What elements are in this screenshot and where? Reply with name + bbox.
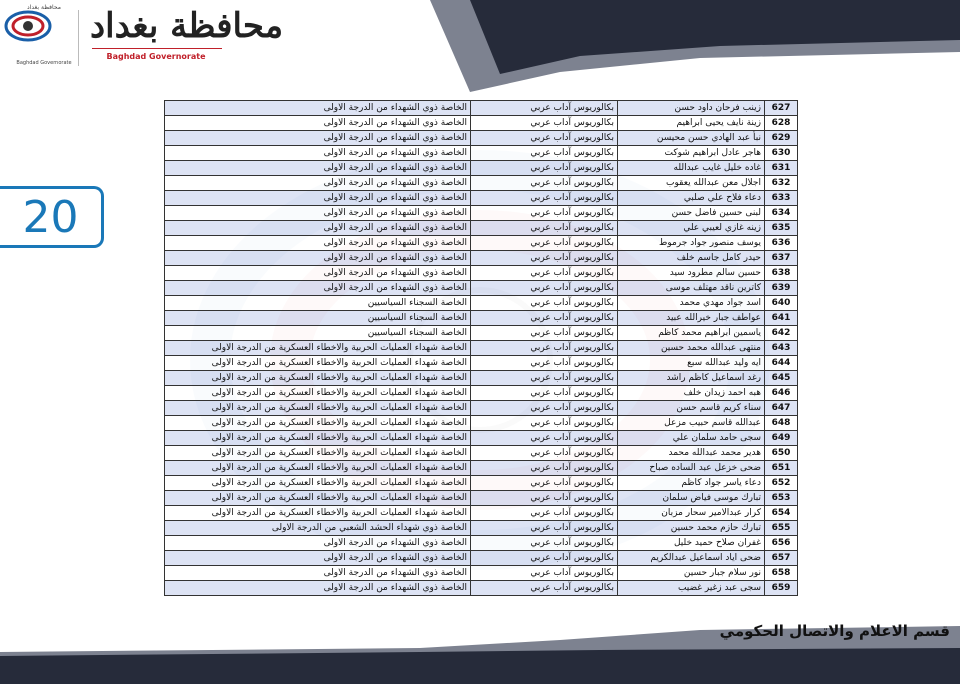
row-category: الخاصة السجناء السياسيين <box>165 296 471 311</box>
table-row <box>165 551 798 566</box>
row-category: الخاصة ذوي الشهداء من الدرجة الاولى <box>165 281 471 296</box>
table-row <box>165 221 798 236</box>
footer-decoration <box>0 600 960 684</box>
row-number: 642 <box>765 326 798 341</box>
row-category: الخاصة شهداء العمليات الحربية والاخطاء العسكرية من الدرجة الاولى <box>165 446 471 461</box>
row-number: 640 <box>765 296 798 311</box>
row-name: نور سلام جبار حسين <box>618 566 765 581</box>
table-row <box>165 476 798 491</box>
row-name: كاترين ناقد مهتلف موسى <box>618 281 765 296</box>
seal-top-text: محافظة بغداد <box>27 4 61 11</box>
row-category: الخاصة ذوي الشهداء من الدرجة الاولى <box>165 101 471 116</box>
row-degree: بكالوريوس آداب عربي <box>471 566 618 581</box>
row-category: الخاصة السجناء السياسيين <box>165 326 471 341</box>
row-name: عواطف جبار خيرالله عبيد <box>618 311 765 326</box>
row-category: الخاصة ذوي الشهداء من الدرجة الاولى <box>165 176 471 191</box>
row-category: الخاصة ذوي الشهداء من الدرجة الاولى <box>165 116 471 131</box>
row-degree: بكالوريوس آداب عربي <box>471 281 618 296</box>
table-row <box>165 281 798 296</box>
row-name: تبارك حازم محمد حسين <box>618 521 765 536</box>
row-number: 637 <box>765 251 798 266</box>
row-category: الخاصة ذوي الشهداء من الدرجة الاولى <box>165 266 471 281</box>
row-degree: بكالوريوس آداب عربي <box>471 446 618 461</box>
row-name: غاده خليل غايب عبدالله <box>618 161 765 176</box>
row-number: 650 <box>765 446 798 461</box>
table-row <box>165 581 798 596</box>
row-name: رغد اسماعيل كاظم راشد <box>618 371 765 386</box>
table-row <box>165 266 798 281</box>
row-name: منتهى عبدالله محمد حسين <box>618 341 765 356</box>
row-name: عبدالله قاسم حبيب مزعل <box>618 416 765 431</box>
row-degree: بكالوريوس آداب عربي <box>471 341 618 356</box>
row-category: الخاصة ذوي الشهداء من الدرجة الاولى <box>165 191 471 206</box>
row-category: الخاصة شهداء العمليات الحربية والاخطاء العسكرية من الدرجة الاولى <box>165 386 471 401</box>
row-degree: بكالوريوس آداب عربي <box>471 116 618 131</box>
row-degree: بكالوريوس آداب عربي <box>471 551 618 566</box>
row-number: 628 <box>765 116 798 131</box>
table-row <box>165 326 798 341</box>
table-row <box>165 161 798 176</box>
row-number: 633 <box>765 191 798 206</box>
row-name: دعاء ياسر جواد كاظم <box>618 476 765 491</box>
table-row <box>165 401 798 416</box>
table-row <box>165 446 798 461</box>
row-category: الخاصة ذوي الشهداء من الدرجة الاولى <box>165 206 471 221</box>
row-category: الخاصة ذوي الشهداء من الدرجة الاولى <box>165 221 471 236</box>
row-category: الخاصة ذوي الشهداء من الدرجة الاولى <box>165 536 471 551</box>
table-row <box>165 506 798 521</box>
row-degree: بكالوريوس آداب عربي <box>471 371 618 386</box>
table-row <box>165 416 798 431</box>
row-category: الخاصة شهداء العمليات الحربية والاخطاء العسكرية من الدرجة الاولى <box>165 341 471 356</box>
row-degree: بكالوريوس آداب عربي <box>471 521 618 536</box>
row-category: الخاصة شهداء العمليات الحربية والاخطاء العسكرية من الدرجة الاولى <box>165 401 471 416</box>
row-category: الخاصة شهداء العمليات الحربية والاخطاء العسكرية من الدرجة الاولى <box>165 371 471 386</box>
row-number: 656 <box>765 536 798 551</box>
governorate-logo-title: محافظة بغداد <box>90 6 284 46</box>
row-degree: بكالوريوس آداب عربي <box>471 266 618 281</box>
row-category: الخاصة شهداء العمليات الحربية والاخطاء العسكرية من الدرجة الاولى <box>165 461 471 476</box>
row-number: 643 <box>765 341 798 356</box>
row-name: هاجر عادل ابراهيم شوكت <box>618 146 765 161</box>
row-number: 636 <box>765 236 798 251</box>
row-name: تبارك موسى فياض سلمان <box>618 491 765 506</box>
row-category: الخاصة شهداء العمليات الحربية والاخطاء العسكرية من الدرجة الاولى <box>165 431 471 446</box>
row-number: 632 <box>765 176 798 191</box>
row-category: الخاصة ذوي الشهداء من الدرجة الاولى <box>165 131 471 146</box>
table-row <box>165 191 798 206</box>
row-name: ضحى خزعل عبد الساده صباح <box>618 461 765 476</box>
row-degree: بكالوريوس آداب عربي <box>471 326 618 341</box>
row-degree: بكالوريوس آداب عربي <box>471 401 618 416</box>
row-number: 627 <box>765 101 798 116</box>
row-number: 657 <box>765 551 798 566</box>
table-row <box>165 206 798 221</box>
row-category: الخاصة ذوي الشهداء من الدرجة الاولى <box>165 251 471 266</box>
row-degree: بكالوريوس آداب عربي <box>471 311 618 326</box>
row-degree: بكالوريوس آداب عربي <box>471 386 618 401</box>
row-degree: بكالوريوس آداب عربي <box>471 581 618 596</box>
seal-bottom-text: Baghdad Governorate <box>16 60 72 66</box>
table-row <box>165 251 798 266</box>
row-number: 654 <box>765 506 798 521</box>
row-name: اجلال معن عبدالله يعقوب <box>618 176 765 191</box>
table-row <box>165 356 798 371</box>
row-name: هدير محمد عبدالله محمد <box>618 446 765 461</box>
row-name: سناء كريم قاسم حسن <box>618 401 765 416</box>
row-degree: بكالوريوس آداب عربي <box>471 101 618 116</box>
row-name: ياسمين ابراهيم محمد كاظم <box>618 326 765 341</box>
row-category: الخاصة ذوي الشهداء من الدرجة الاولى <box>165 236 471 251</box>
table-row <box>165 131 798 146</box>
row-category: الخاصة شهداء العمليات الحربية والاخطاء العسكرية من الدرجة الاولى <box>165 491 471 506</box>
table-row <box>165 431 798 446</box>
row-degree: بكالوريوس آداب عربي <box>471 206 618 221</box>
row-number: 649 <box>765 431 798 446</box>
table-row <box>165 146 798 161</box>
table-row <box>165 101 798 116</box>
row-degree: بكالوريوس آداب عربي <box>471 146 618 161</box>
row-number: 644 <box>765 356 798 371</box>
row-number: 658 <box>765 566 798 581</box>
row-number: 638 <box>765 266 798 281</box>
row-number: 631 <box>765 161 798 176</box>
governorate-logo-subtitle: Baghdad Governorate <box>106 52 206 61</box>
row-degree: بكالوريوس آداب عربي <box>471 536 618 551</box>
row-degree: بكالوريوس آداب عربي <box>471 461 618 476</box>
row-number: 629 <box>765 131 798 146</box>
row-name: حيدر كامل جاسم خلف <box>618 251 765 266</box>
row-category: الخاصة ذوي شهداء الحشد الشعبي من الدرجة الاولى <box>165 521 471 536</box>
row-degree: بكالوريوس آداب عربي <box>471 191 618 206</box>
page-number-badge: 20 <box>0 186 104 248</box>
row-number: 635 <box>765 221 798 236</box>
row-number: 651 <box>765 461 798 476</box>
table-body <box>165 101 798 596</box>
row-category: الخاصة ذوي الشهداء من الدرجة الاولى <box>165 161 471 176</box>
row-degree: بكالوريوس آداب عربي <box>471 431 618 446</box>
logo-divider <box>78 10 79 66</box>
row-name: ايه وليد عبدالله سبع <box>618 356 765 371</box>
table-row <box>165 296 798 311</box>
row-number: 645 <box>765 371 798 386</box>
table-row <box>165 491 798 506</box>
row-category: الخاصة شهداء العمليات الحربية والاخطاء العسكرية من الدرجة الاولى <box>165 356 471 371</box>
row-name: سجى حامد سلمان علي <box>618 431 765 446</box>
row-number: 634 <box>765 206 798 221</box>
row-category: الخاصة شهداء العمليات الحربية والاخطاء العسكرية من الدرجة الاولى <box>165 416 471 431</box>
row-name: هبه احمد زيدان خلف <box>618 386 765 401</box>
table-row <box>165 461 798 476</box>
row-category: الخاصة ذوي الشهداء من الدرجة الاولى <box>165 146 471 161</box>
row-degree: بكالوريوس آداب عربي <box>471 236 618 251</box>
table-row <box>165 116 798 131</box>
row-number: 652 <box>765 476 798 491</box>
table-row <box>165 521 798 536</box>
row-name: يوسف منصور جواد جرموط <box>618 236 765 251</box>
row-number: 659 <box>765 581 798 596</box>
table-row <box>165 341 798 356</box>
header-band <box>0 0 960 100</box>
table-row <box>165 386 798 401</box>
row-degree: بكالوريوس آداب عربي <box>471 506 618 521</box>
row-degree: بكالوريوس آداب عربي <box>471 356 618 371</box>
row-name: نبأ عبد الهادي حسن محيسن <box>618 131 765 146</box>
row-name: كرار عبدالامير سحار مزبان <box>618 506 765 521</box>
row-number: 639 <box>765 281 798 296</box>
row-number: 653 <box>765 491 798 506</box>
row-category: الخاصة ذوي الشهداء من الدرجة الاولى <box>165 551 471 566</box>
row-name: زينه غازي لعيبي علي <box>618 221 765 236</box>
table-row <box>165 176 798 191</box>
row-name: لبنى حسين فاضل حسن <box>618 206 765 221</box>
row-category: الخاصة شهداء العمليات الحربية والاخطاء العسكرية من الدرجة الاولى <box>165 506 471 521</box>
table-row <box>165 536 798 551</box>
row-degree: بكالوريوس آداب عربي <box>471 476 618 491</box>
row-degree: بكالوريوس آداب عربي <box>471 161 618 176</box>
row-category: الخاصة شهداء العمليات الحربية والاخطاء العسكرية من الدرجة الاولى <box>165 476 471 491</box>
row-name: ضحى اياد اسماعيل عبدالكريم <box>618 551 765 566</box>
row-name: غفران صلاح حميد خليل <box>618 536 765 551</box>
row-name: اسد جواد مهدي محمد <box>618 296 765 311</box>
row-number: 630 <box>765 146 798 161</box>
row-number: 646 <box>765 386 798 401</box>
row-degree: بكالوريوس آداب عربي <box>471 251 618 266</box>
row-name: دعاء فلاح علي صلبي <box>618 191 765 206</box>
row-name: زينة نايف يحيى ابراهيم <box>618 116 765 131</box>
table-row <box>165 311 798 326</box>
row-name: سجى عبد زغير غضيب <box>618 581 765 596</box>
row-number: 641 <box>765 311 798 326</box>
logo-rule <box>92 48 222 49</box>
row-category: الخاصة ذوي الشهداء من الدرجة الاولى <box>165 581 471 596</box>
row-degree: بكالوريوس آداب عربي <box>471 131 618 146</box>
row-number: 655 <box>765 521 798 536</box>
row-category: الخاصة السجناء السياسيين <box>165 311 471 326</box>
row-degree: بكالوريوس آداب عربي <box>471 221 618 236</box>
row-name: زينب فرحان داود حسن <box>618 101 765 116</box>
appointees-table <box>164 100 798 596</box>
table-row <box>165 236 798 251</box>
table-row <box>165 371 798 386</box>
footer-band <box>0 600 960 684</box>
row-name: حسين سالم مطرود سيد <box>618 266 765 281</box>
row-degree: بكالوريوس آداب عربي <box>471 296 618 311</box>
department-footer-label: قسم الاعلام والاتصال الحكومي <box>719 622 950 640</box>
row-degree: بكالوريوس آداب عربي <box>471 416 618 431</box>
row-category: الخاصة ذوي الشهداء من الدرجة الاولى <box>165 566 471 581</box>
row-number: 647 <box>765 401 798 416</box>
row-number: 648 <box>765 416 798 431</box>
row-degree: بكالوريوس آداب عربي <box>471 491 618 506</box>
row-degree: بكالوريوس آداب عربي <box>471 176 618 191</box>
table-row <box>165 566 798 581</box>
